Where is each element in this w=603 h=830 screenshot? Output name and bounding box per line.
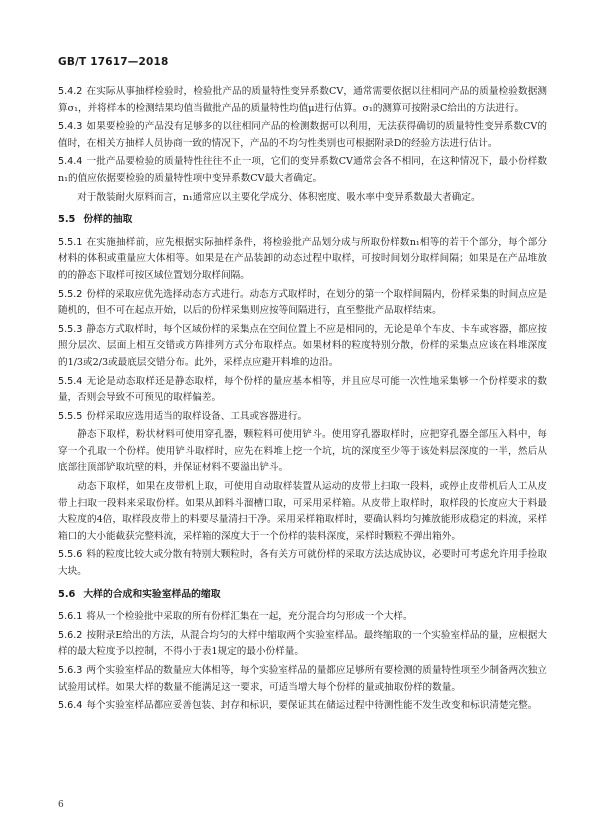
clause-5-6-3: [58, 663, 547, 696]
clause-text: 料的粒度比较大或分散有特别大颗粒时，各有关方可就份样的采取方法达成协议，必要时可考虑允许用手捡取大块。: [58, 549, 547, 578]
clause-number: 5.5.6: [58, 549, 83, 561]
clause-5-5-3: [58, 322, 547, 372]
clause-number: 5.6.3: [58, 665, 83, 676]
clause-5-5-4: [58, 374, 547, 407]
clause-text: 静态方式取样时，每个区域份样的采集点在空间位置上不应是相同的，无论是单个车皮、卡车或容器，都应按照分层次、层面上相互交错或方阵排列方式分布取样点。如果材料的粒度特别分散，份样的采集点应该在料堆深度的1/3或2/3或最底层交错分布。此外，采样点应避开料堆的边沿。: [58, 323, 547, 368]
document-body: [58, 84, 547, 717]
clause-5-4-4: [58, 154, 547, 187]
section-title: 大样的合成和实验室样品的缩取: [83, 588, 221, 600]
clause-5-5-6: [58, 547, 547, 580]
clause-text: 如果要检验的产品没有足够多的以往相同产品的检测数据可以利用，无法获得确切的质量特性变异系数CV的值时，在相关方抽样人员协商一致的情况下，产品的不均匀性类别也可根据附录D的经验方法进行估计。: [58, 121, 547, 149]
clause-number: 5.5.1: [58, 236, 83, 248]
clause-5-5-5: [58, 409, 547, 426]
clause-5-5-1: [58, 235, 547, 285]
clause-text: 一批产品要检验的质量特性往往不止一项，它们的变异系数CV通常会各不相同，在这种情况下，最小份样数n₁的值应依据要检验的质量特性项中变异系数CV最大者确定。: [58, 156, 547, 184]
section-title: 份样的抽取: [83, 214, 133, 226]
clause-number: 5.4.2: [58, 86, 83, 97]
clause-text: 份样采取应选用适当的取样设备、工具或容器进行。: [86, 410, 308, 422]
section-number: 5.6: [58, 588, 76, 600]
clause-5-6-1: [58, 609, 547, 626]
clause-number: 5.5.3: [58, 323, 83, 335]
clause-text: 按附录E给出的方法，从混合均匀的大样中缩取两个实验室样品。最终缩取的一个实验室样品的量，应根据大样的最大粒度予以控制，不得小于表1规定的最小份样量。: [58, 629, 547, 658]
clause-text: 在实施抽样前，应先根据实际抽样条件，将检验批产品划分成与所取份样数n₁相等的若干个部分，每个部分材料的体积或重量应大体相等。如果是在产品装卸的动态过程中取样，可按时间划分取样间隔；如果是在产品堆放的的静态下取样可按区域位置划分取样间隔。: [58, 236, 547, 281]
standard-header: GB/T 17617—2018: [58, 56, 169, 68]
note-static-sampling: 静态下取样，粉状材料可使用穿孔器，颗粒料可使用铲斗。使用穿孔器取样时，应把穿孔器全部压入料中，每穿一个孔取一个份样。使用铲斗取样时，应先在料堆上挖一个坑，坑的深度至少等于该处料层深度的一半，然后从底部往顶部铲取坑壁的料，并保证材料不要溢出铲斗。: [58, 429, 547, 474]
section-number: 5.5: [58, 214, 76, 226]
clause-number: 5.5.4: [58, 375, 83, 387]
clause-5-6-4: [58, 698, 547, 715]
clause-5-4-2: [58, 84, 547, 117]
note-dynamic-sampling: 动态下取样，如果在皮带机上取，可使用自动取样装置从运动的皮带上扫取一段料，或停止皮带机后人工从皮带上扫取一段料来采取份样。如果从卸料斗溜槽口取，可采用采样箱。从皮带上取样时，取样段的长度应大于料最大粒度的4倍，取样段皮带上的料要尽量清扫干净。采用采样箱取样时，要确认料均匀摊放能形成稳定的料流，采样箱口的大小能截获完整料流，采样箱的深度大于一个份样的装料深度，采样时颗粒不弹出箱外。: [58, 481, 547, 542]
clause-text: 在实际从事抽样检验时，检验批产品的质量特性变异系数CV，通常需要依据以往相同产品的质量检验数据测算σ₁，并将样本的检测结果均值当做批产品的质量特性均值μ进行估算。σ₁的测算可按附录C给出的方法进行。: [58, 86, 547, 114]
clause-5-4-3: [58, 119, 547, 152]
section-heading-5-6: [58, 587, 547, 604]
note-refractory-material: 对于散装耐火原料而言，n₁通常应以主要化学成分、体积密度、吸水率中变异系数最大者确定。: [77, 191, 481, 203]
clause-number: 5.4.3: [58, 121, 83, 133]
clause-number: 5.6.2: [58, 629, 83, 641]
clause-text: 将从一个检验批中采取的所有份样汇集在一起，充分混合均匀形成一个大样。: [86, 611, 413, 623]
clause-number: 5.5.5: [58, 410, 83, 422]
clause-number: 5.4.4: [58, 156, 83, 168]
clause-number: 5.6.1: [58, 611, 83, 623]
clause-text: 每个实验室样品都应妥善包装、封存和标识，要保证其在储运过程中待测性能不发生改变和标识清楚完整。: [86, 700, 538, 712]
clause-number: 5.5.2: [58, 288, 83, 300]
clause-text: 两个实验室样品的数量应大体相等，每个实验室样品的量都应足够所有要检测的质量特性项至少制备两次独立试验用试样。如果大样的数量不能满足这一要求，可适当增大每个份样的量或抽取份样的数量。: [58, 665, 547, 693]
clause-5-5-2: [58, 287, 547, 320]
clause-text: 份样的采取应优先选择动态方式进行。动态方式取样时，在划分的第一个取样间隔内，份样采集的时间点应是随机的，但不可在起点开始，以后的份样采集则应按等间隔进行，直至整批产品取样结束。: [58, 288, 547, 317]
clause-5-6-2: [58, 628, 547, 661]
clause-number: 5.6.4: [58, 700, 83, 712]
page-number: 6: [58, 800, 64, 810]
clause-text: 无论是动态取样还是静态取样，每个份样的量应基本相等，并且应尽可能一次性地采集够一个份样要求的数量，否则会导致不可预见的取样偏差。: [58, 375, 547, 404]
section-heading-5-5: [58, 212, 547, 229]
